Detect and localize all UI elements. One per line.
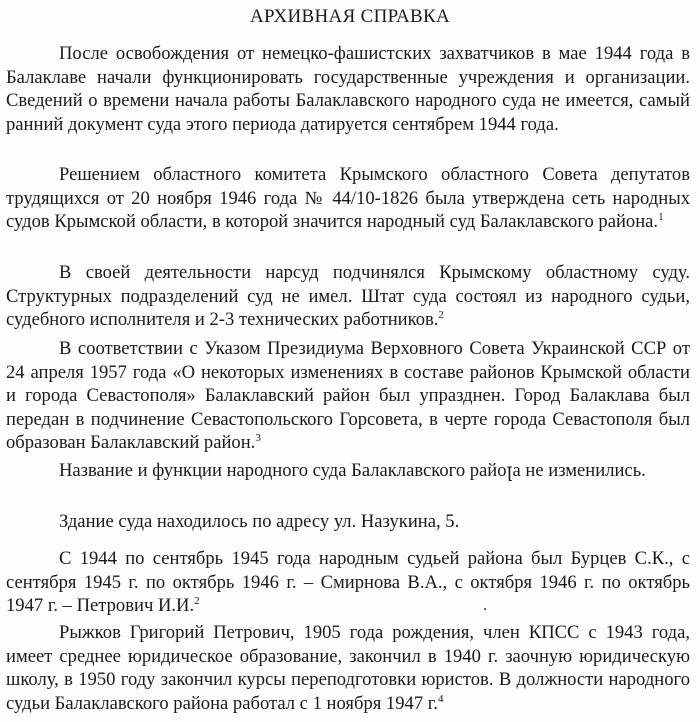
paragraph-text: С 1944 по сентябрь 1945 года народным судьей района был Бурцев С.К., с сентября 1945 г. по октябрь 1946 г. – Смирнова В.А., с октября 1946 г. по октябрь 1947 г. – Петрович И.И. bbox=[6, 548, 690, 616]
scan-speck bbox=[484, 608, 486, 610]
paragraph-text: В своей деятельности нарсуд подчинялся Крымскому областному суду. Структурных подразделений суд не имел. Штат суда состоял из народного судьи, судебного исполнителя и 2-3 технических работников. bbox=[6, 262, 690, 330]
footnote-ref: 1 bbox=[658, 211, 664, 223]
paragraph-text: Здание суда находилось по адресу ул. Назукина, 5. bbox=[59, 511, 460, 532]
paragraph-liberation bbox=[6, 42, 690, 136]
paragraph-judges-list bbox=[6, 547, 690, 618]
paragraph-ryzhkov-bio bbox=[6, 621, 690, 715]
paragraph-text: Решением областного комитета Крымского областного Совета депутатов трудящихся от 20 ноября 1946 года № 44/10-1826 была утверждена сеть народных судов Крымской области, в которой значится народный суд Балаклавского района. bbox=[6, 164, 690, 232]
paragraph-text: После освобождения от немецко-фашистских захватчиков в мае 1944 года в Балаклаве начали функционировать государственные учреждения и организации. Сведений о времени начала работы Балаклавского народного суда не имеется, самый ранний документ суда этого периода датируется сентябрем 1944 года. bbox=[6, 43, 690, 135]
footnote-ref: 2 bbox=[438, 309, 444, 321]
paragraph-decree-1957 bbox=[6, 337, 690, 455]
paragraph-text: Название и функции народного суда Балаклавского райоꞁа не изменились. bbox=[59, 460, 646, 481]
paragraph-text: Рыжков Григорий Петрович, 1905 года рождения, член КПСС с 1943 года, имеет среднее юридическое образование, закончил в 1940 г. заочную юридическую школу, в 1950 году закончил курсы переподготовки юристов. В должности народного судьи Балаклавского района работал с 1 ноября 1947 г. bbox=[6, 622, 690, 714]
footnote-ref: 4 bbox=[437, 692, 444, 705]
paragraph-court-network bbox=[6, 163, 690, 234]
paragraph-subordination bbox=[6, 261, 690, 332]
paragraph-name-unchanged bbox=[6, 459, 690, 483]
paragraph-text: В соответствии с Указом Президиума Верховного Совета Украинской ССР от 24 апреля 1957 года «О некоторых изменениях в составе районов Крымской области и города Севастополя» Балаклавский район был упразднен. Город Балаклава был передан в подчинение Севастопольского Горсовета, в черте города Севастополя был образован Балаклавский район. bbox=[6, 338, 690, 453]
paragraph-address bbox=[6, 510, 690, 534]
footnote-ref: 3 bbox=[255, 432, 261, 444]
document-title: АРХИВНАЯ СПРАВКА bbox=[249, 6, 451, 27]
footnote-ref: 2 bbox=[194, 595, 200, 607]
